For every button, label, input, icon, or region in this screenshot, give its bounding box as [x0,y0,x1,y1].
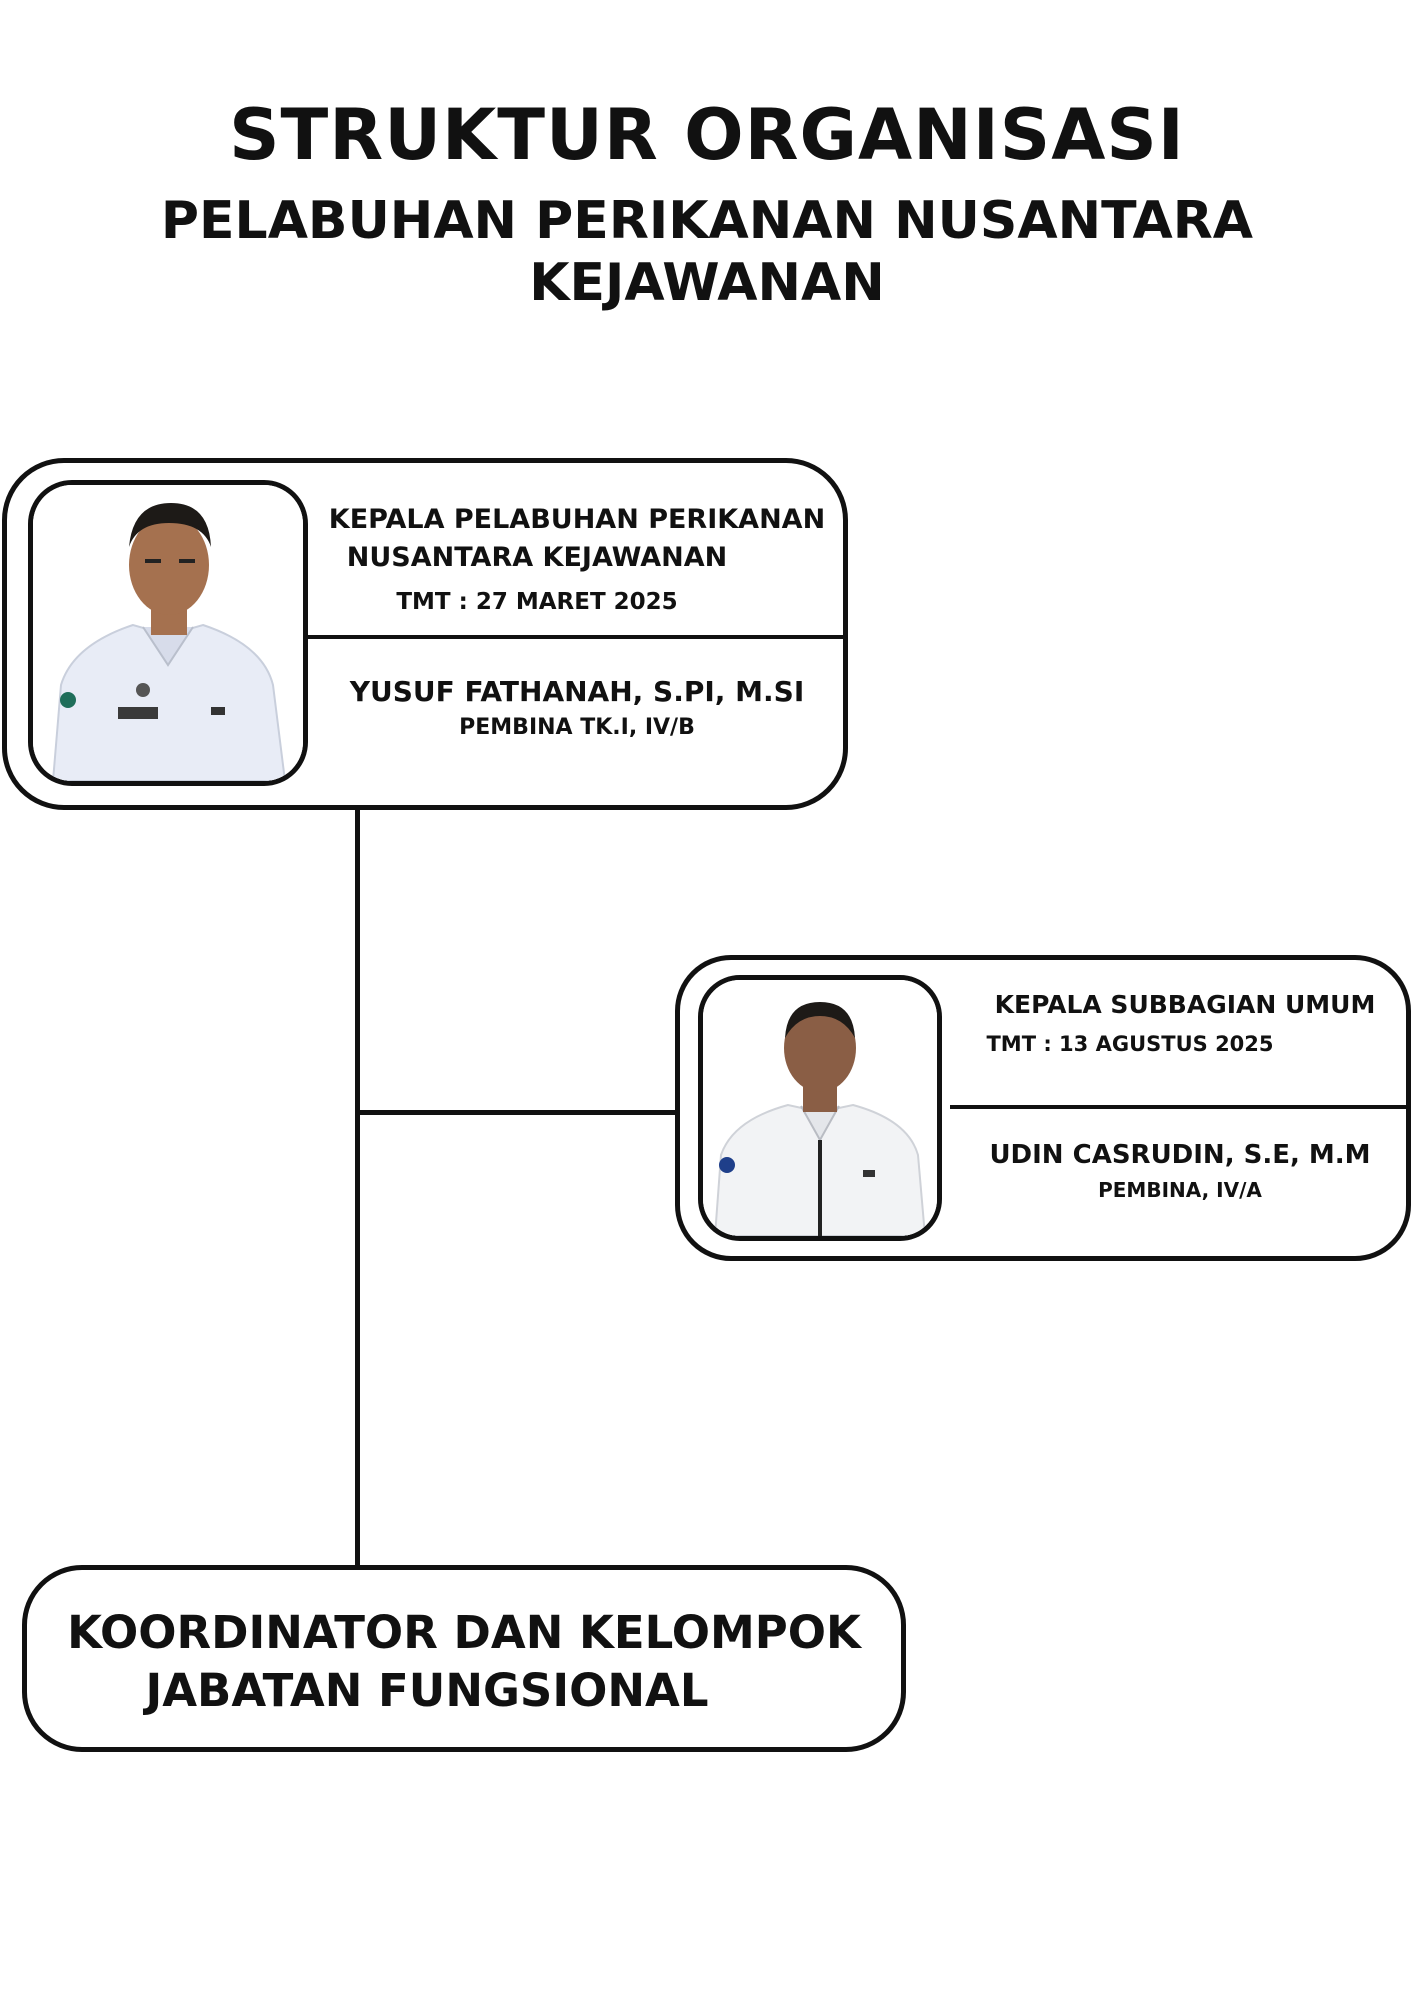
head-official-photo [33,485,303,781]
head-office-divider [308,635,843,639]
functional-group-box [22,1565,906,1752]
sub-official-photo [703,980,937,1236]
sub-office-name: UDIN CASRUDIN, S.E, M.M [989,1140,1371,1170]
functional-group-label [27,1604,901,1720]
subtitle-line-2: KEJAWANAN [529,253,885,313]
functional-group-line-2: JABATAN FUNGSIONAL [145,1664,709,1717]
head-office-name: YUSUF FATHANAH, S.PI, M.SI [349,675,805,708]
horizontal-connector [355,1110,677,1115]
sub-office-rank: PEMBINA, IV/A [1098,1178,1262,1202]
head-office-position-line-1: KEPALA PELABUHAN PERIKANAN [328,504,826,535]
subtitle-line-1: PELABUHAN PERIKANAN NUSANTARA [160,191,1254,251]
functional-group-line-1: KOORDINATOR DAN KELOMPOK [67,1606,861,1659]
sub-office-divider [950,1105,1406,1109]
chart-subtitle [40,190,1374,314]
head-office-photo-frame [28,480,308,786]
head-office-position-line-2: NUSANTARA KEJAWANAN [346,542,728,573]
vertical-connector [355,806,360,1568]
sub-office-position: KEPALA SUBBAGIAN UMUM [994,990,1376,1019]
sub-office-tmt: TMT : 13 AGUSTUS 2025 [986,1032,1274,1056]
head-office-rank: PEMBINA TK.I, IV/B [459,715,695,740]
sub-office-photo-frame [698,975,942,1241]
head-office-position [327,501,827,577]
chart-title: STRUKTUR ORGANISASI [229,94,1185,176]
head-office-tmt: TMT : 27 MARET 2025 [396,589,678,615]
